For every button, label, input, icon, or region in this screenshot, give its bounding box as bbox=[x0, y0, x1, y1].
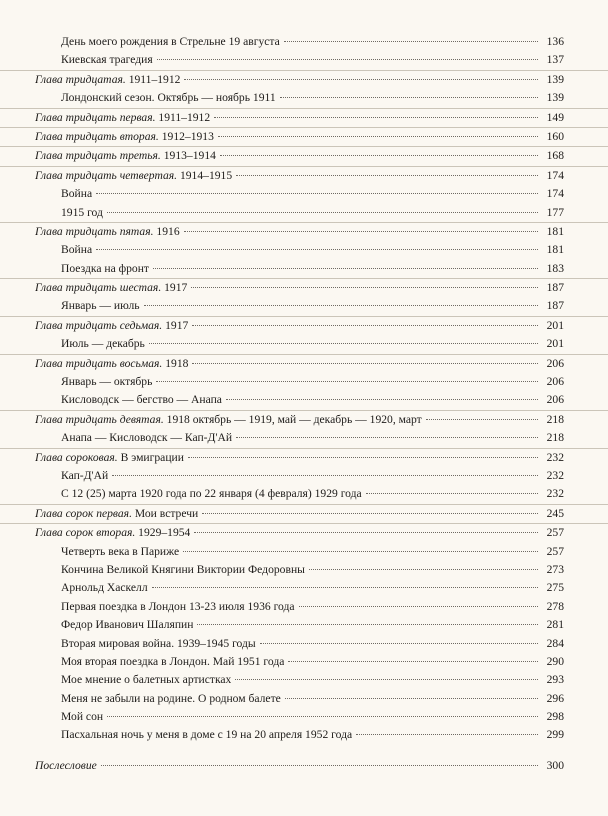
page-number: 181 bbox=[546, 224, 564, 238]
toc-entry-text: 1917 bbox=[161, 281, 188, 295]
page-number: 245 bbox=[546, 506, 564, 520]
dot-leader bbox=[194, 532, 538, 533]
dot-leader bbox=[192, 363, 538, 364]
dot-leader bbox=[184, 79, 538, 80]
page-number: 177 bbox=[546, 205, 564, 219]
toc-entry-text: Анапа — Кисловодск — Кап-Д'Ай bbox=[61, 431, 233, 445]
page-number: 137 bbox=[546, 53, 564, 67]
toc-section-entry bbox=[0, 185, 608, 203]
toc-chapter-label: Глава тридцать первая. bbox=[35, 110, 156, 124]
toc-chapter-label: Глава сорок первая. bbox=[35, 506, 132, 520]
page-number: 257 bbox=[546, 526, 564, 540]
dot-leader bbox=[192, 325, 538, 326]
toc-entry-title bbox=[61, 204, 103, 222]
toc-entry-text: Поездка на фронт bbox=[61, 261, 149, 275]
toc-section-entry bbox=[0, 690, 608, 708]
dot-leader bbox=[235, 679, 538, 680]
dot-leader bbox=[280, 97, 538, 98]
toc-entry-title bbox=[35, 355, 188, 373]
page-number: 139 bbox=[546, 91, 564, 105]
dot-leader bbox=[188, 457, 538, 458]
page-number: 232 bbox=[546, 487, 564, 501]
toc-entry-title bbox=[61, 653, 284, 671]
toc-section-entry bbox=[0, 33, 608, 51]
page-number: 232 bbox=[546, 468, 564, 482]
page-number: 139 bbox=[546, 72, 564, 86]
dot-leader bbox=[260, 643, 538, 644]
toc-entry-text: Кап-Д'Ай bbox=[61, 468, 109, 482]
toc-section-entry bbox=[0, 51, 608, 70]
dot-leader bbox=[152, 587, 538, 588]
toc-chapter-label: Глава тридцатая. bbox=[35, 72, 126, 86]
toc-section-entry bbox=[0, 467, 608, 485]
toc-entry-text: Кисловодск — бегство — Анапа bbox=[61, 393, 222, 407]
toc-entry-title bbox=[35, 223, 180, 241]
toc-entry-title bbox=[35, 147, 216, 165]
toc-entry-title bbox=[61, 726, 352, 744]
toc-entry-title bbox=[35, 279, 187, 297]
dot-leader bbox=[157, 59, 538, 60]
toc-entry-title bbox=[35, 757, 97, 775]
toc-entry-text: Январь — октябрь bbox=[61, 375, 153, 389]
toc-entry-title bbox=[35, 71, 180, 89]
toc-entry-title bbox=[35, 505, 198, 523]
toc-entry-title bbox=[35, 449, 184, 467]
page-number: 160 bbox=[546, 129, 564, 143]
toc-chapter-entry bbox=[0, 109, 608, 128]
toc-section-entry bbox=[0, 335, 608, 354]
toc-entry-text: 1918 bbox=[162, 356, 189, 370]
toc-entry-text: Июль — декабрь bbox=[61, 337, 145, 351]
toc-entry-title bbox=[35, 128, 214, 146]
toc-entry-text: 1916 bbox=[153, 224, 180, 238]
toc-section-entry bbox=[0, 241, 608, 259]
toc-entry-title bbox=[61, 33, 280, 51]
page-number: 273 bbox=[546, 562, 564, 576]
toc-entry-title bbox=[61, 297, 140, 315]
toc-section-entry bbox=[0, 204, 608, 223]
dot-leader bbox=[226, 399, 538, 400]
page-number: 206 bbox=[546, 375, 564, 389]
toc-chapter-label: Глава тридцать вторая. bbox=[35, 129, 159, 143]
toc-chapter-entry bbox=[0, 449, 608, 467]
toc-chapter-label: Глава тридцать восьмая. bbox=[35, 356, 163, 370]
page-number: 278 bbox=[546, 599, 564, 613]
toc-section-entry bbox=[0, 89, 608, 108]
dot-leader bbox=[299, 606, 538, 607]
toc-entry-text: 1911–1912 bbox=[125, 72, 181, 86]
toc-entry-text: Меня не забыли на родине. О родном балете bbox=[61, 691, 281, 705]
toc-entry-title bbox=[61, 671, 231, 689]
dot-leader bbox=[153, 268, 538, 269]
toc-entry-title bbox=[61, 260, 149, 278]
toc-entry-text: 1913–1914 bbox=[160, 149, 216, 163]
toc-section-entry bbox=[0, 485, 608, 504]
toc-section-entry bbox=[0, 297, 608, 316]
toc-entry-title bbox=[35, 109, 210, 127]
dot-leader bbox=[107, 212, 538, 213]
page-number: 183 bbox=[546, 261, 564, 275]
toc-entry-title bbox=[61, 579, 148, 597]
toc-entry-text: Четверть века в Париже bbox=[61, 544, 180, 558]
toc-chapter-label: Глава тридцать третья. bbox=[35, 149, 161, 163]
toc-entry-title bbox=[61, 690, 281, 708]
toc-entry-text: Арнольд Хаскелл bbox=[61, 581, 148, 595]
toc-chapter-label: Послесловие bbox=[35, 758, 97, 772]
toc-entry-text: Война bbox=[61, 187, 93, 201]
page-number: 206 bbox=[546, 356, 564, 370]
toc-chapter-label: Глава сорок вторая. bbox=[35, 526, 136, 540]
toc-entry-text: Вторая мировая война. 1939–1945 годы bbox=[61, 636, 256, 650]
dot-leader bbox=[183, 551, 538, 552]
dot-leader bbox=[236, 437, 538, 438]
dot-leader bbox=[426, 419, 538, 420]
toc-entry-text: 1914–1915 bbox=[177, 168, 233, 182]
toc-entry-text: В эмиграции bbox=[117, 450, 184, 464]
toc-entry-text: Мои встречи bbox=[131, 506, 199, 520]
page-number: 218 bbox=[546, 412, 564, 426]
toc-entry-text: С 12 (25) марта 1920 года по 22 января (4 февраля) 1929 года bbox=[61, 487, 362, 501]
dot-leader bbox=[356, 734, 538, 735]
dot-leader bbox=[197, 624, 538, 625]
toc-entry-title bbox=[61, 543, 179, 561]
toc-entry-text: Моя вторая поездка в Лондон. Май 1951 года bbox=[61, 654, 285, 668]
page-number: 136 bbox=[546, 35, 564, 48]
page-number: 290 bbox=[546, 654, 564, 668]
toc-chapter-entry bbox=[0, 71, 608, 89]
toc-entry-title bbox=[61, 561, 305, 579]
dot-leader bbox=[236, 175, 538, 176]
page-number: 281 bbox=[546, 618, 564, 632]
toc-entry-text: Мое мнение о балетных артистках bbox=[61, 673, 232, 687]
page-number: 257 bbox=[546, 544, 564, 558]
page-number: 181 bbox=[546, 243, 564, 257]
toc-entry-title bbox=[35, 524, 190, 542]
toc-chapter-label: Глава тридцать четвертая. bbox=[35, 168, 178, 182]
page-number: 299 bbox=[546, 728, 564, 742]
dot-leader bbox=[184, 231, 538, 232]
toc-entry-title bbox=[61, 598, 295, 616]
toc-entry-title bbox=[35, 317, 188, 335]
toc-entry-text: Первая поездка в Лондон 13-23 июля 1936 года bbox=[61, 599, 295, 613]
page-number: 174 bbox=[546, 187, 564, 201]
toc-chapter-entry bbox=[0, 279, 608, 297]
page-number: 232 bbox=[546, 450, 564, 464]
dot-leader bbox=[156, 381, 538, 382]
toc-entry-title bbox=[61, 467, 108, 485]
toc-chapter-label: Глава тридцать пятая. bbox=[35, 224, 154, 238]
page-number: 206 bbox=[546, 393, 564, 407]
toc-chapter-label: Глава сороковая. bbox=[35, 450, 118, 464]
dot-leader bbox=[149, 343, 538, 344]
table-of-contents bbox=[0, 33, 608, 775]
dot-leader bbox=[285, 698, 538, 699]
toc-chapter-label: Глава тридцать шестая. bbox=[35, 281, 162, 295]
toc-entry-text: 1918 октябрь — 1919, май — декабрь — 1920, март bbox=[163, 412, 422, 426]
toc-section-entry bbox=[0, 671, 608, 689]
dot-leader bbox=[96, 193, 538, 194]
toc-chapter-entry bbox=[0, 505, 608, 524]
toc-chapter-entry bbox=[0, 317, 608, 335]
dot-leader bbox=[191, 287, 538, 288]
page-number: 201 bbox=[546, 337, 564, 351]
toc-entry-text: Январь — июль bbox=[61, 299, 140, 313]
dot-leader bbox=[309, 569, 538, 570]
toc-section-entry bbox=[0, 726, 608, 744]
toc-entry-text: 1912–1913 bbox=[158, 129, 214, 143]
toc-entry-text: Война bbox=[61, 243, 93, 257]
toc-section-entry bbox=[0, 579, 608, 597]
page-number: 300 bbox=[546, 758, 564, 772]
page-number: 218 bbox=[546, 431, 564, 445]
dot-leader bbox=[220, 155, 538, 156]
dot-leader bbox=[144, 305, 538, 306]
toc-section-entry bbox=[0, 653, 608, 671]
dot-leader bbox=[101, 765, 538, 766]
toc-section-entry bbox=[0, 561, 608, 579]
toc-chapter-entry bbox=[0, 223, 608, 241]
toc-section-entry bbox=[0, 635, 608, 653]
toc-entry-title bbox=[35, 167, 232, 185]
page-number: 284 bbox=[546, 636, 564, 650]
toc-entry-title bbox=[61, 708, 103, 726]
dot-leader bbox=[107, 716, 538, 717]
toc-entry-title bbox=[61, 373, 152, 391]
toc-chapter-label: Глава тридцать седьмая. bbox=[35, 318, 163, 332]
page-number: 201 bbox=[546, 318, 564, 332]
dot-leader bbox=[366, 493, 538, 494]
page-number: 187 bbox=[546, 299, 564, 313]
toc-section-entry bbox=[0, 391, 608, 410]
page-number: 275 bbox=[546, 581, 564, 595]
toc-entry-title bbox=[61, 485, 362, 503]
toc-entry-title bbox=[61, 241, 92, 259]
toc-entry-title bbox=[61, 391, 222, 409]
toc-section-entry bbox=[0, 543, 608, 561]
toc-entry-title bbox=[61, 429, 232, 447]
dot-leader bbox=[218, 136, 538, 137]
toc-entry-text: 1911–1912 bbox=[155, 110, 211, 124]
toc-entry-text: 1929–1954 bbox=[135, 526, 191, 540]
toc-entry-title bbox=[35, 411, 422, 429]
page-number: 293 bbox=[546, 673, 564, 687]
page-number: 174 bbox=[546, 168, 564, 182]
page-number: 149 bbox=[546, 110, 564, 124]
page-number: 298 bbox=[546, 710, 564, 724]
dot-leader bbox=[202, 513, 538, 514]
toc-chapter-entry bbox=[0, 524, 608, 542]
toc-entry-text: Федор Иванович Шаляпин bbox=[61, 618, 194, 632]
toc-section-entry bbox=[0, 429, 608, 448]
dot-leader bbox=[288, 661, 538, 662]
toc-entry-text: Мой сон bbox=[61, 710, 104, 724]
toc-section-entry bbox=[0, 260, 608, 279]
dot-leader bbox=[214, 117, 538, 118]
toc-section-entry bbox=[0, 598, 608, 616]
toc-section-entry bbox=[0, 616, 608, 634]
toc-chapter-entry bbox=[0, 147, 608, 166]
page-number: 187 bbox=[546, 281, 564, 295]
toc-entry-text: Лондонский сезон. Октябрь — ноябрь 1911 bbox=[61, 91, 276, 105]
toc-entry-title bbox=[61, 51, 153, 69]
toc-entry-text: День моего рождения в Стрельне 19 августа bbox=[61, 35, 280, 48]
toc-chapter-entry bbox=[0, 355, 608, 373]
dot-leader bbox=[112, 475, 538, 476]
page-number: 296 bbox=[546, 691, 564, 705]
dot-leader bbox=[284, 41, 538, 42]
toc-chapter-entry bbox=[0, 167, 608, 185]
toc-entry-title bbox=[61, 89, 276, 107]
toc-entry-text: 1915 год bbox=[61, 205, 103, 219]
toc-chapter-entry bbox=[0, 128, 608, 147]
toc-chapter-entry bbox=[0, 411, 608, 429]
page-number: 168 bbox=[546, 149, 564, 163]
toc-chapter-label: Глава тридцать девятая. bbox=[35, 412, 164, 426]
toc-entry-title bbox=[61, 185, 92, 203]
toc-entry-title bbox=[61, 616, 193, 634]
toc-entry-title bbox=[61, 335, 145, 353]
dot-leader bbox=[96, 249, 538, 250]
toc-section-entry bbox=[0, 708, 608, 726]
toc-entry-text: 1917 bbox=[162, 318, 189, 332]
toc-section-entry bbox=[0, 373, 608, 391]
toc-entry-text: Киевская трагедия bbox=[61, 53, 153, 67]
toc-chapter-entry bbox=[0, 757, 608, 775]
toc-entry-text: Кончина Великой Княгини Виктории Федоровны bbox=[61, 562, 305, 576]
toc-entry-text: Пасхальная ночь у меня в доме с 19 на 20 апреля 1952 года bbox=[61, 728, 353, 742]
toc-entry-title bbox=[61, 635, 256, 653]
